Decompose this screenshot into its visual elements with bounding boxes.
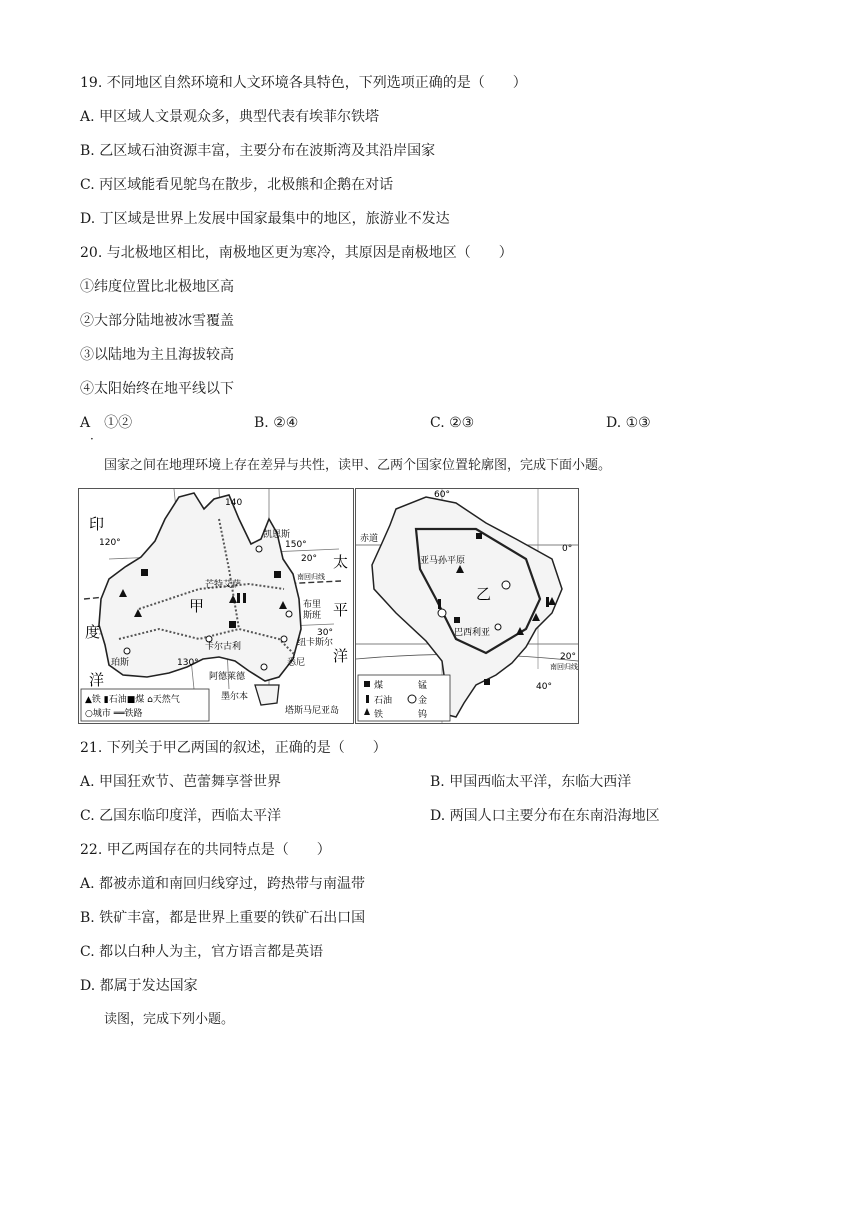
q22-stem: 22. 甲乙两国存在的共同特点是（ ） [80, 842, 331, 858]
legend-tungsten: 钨 [418, 710, 428, 720]
option-dot-mark: · [90, 432, 94, 446]
q21-stem: 21. 下列关于甲乙两国的叙述，正确的是（ ） [80, 740, 387, 756]
legend-row-2: ○城市 ══铁路 [85, 709, 143, 719]
q19-option-d: D. 丁区域是世界上发展中国家最集中的地区，旅游业不发达 [80, 211, 450, 227]
label-country-yi: 乙 [476, 585, 492, 603]
q20-option-a: A ①② [80, 415, 133, 431]
label-lat-20: 20° [560, 652, 576, 662]
label-kalgoorlie: 卡尔古利 [205, 642, 242, 652]
label-ocean-indian-2: 度 [85, 623, 101, 641]
q22-option-b: B. 铁矿丰富，都是世界上重要的铁矿石出口国 [80, 910, 366, 926]
q21-option-a: A. 甲国狂欢节、芭蕾舞享誉世界 [80, 774, 282, 790]
label-lon-120: 120° [99, 538, 121, 548]
legend-coal: 煤 [374, 681, 384, 691]
brazil-map-figure [356, 489, 578, 723]
label-ocean-pacific-1: 太 [333, 553, 349, 571]
q21-option-b: B. 甲国西临太平洋，东临大西洋 [430, 774, 632, 790]
section-intro: 读图，完成下列小题。 [104, 1012, 235, 1027]
legend-oil: 石油 [374, 696, 393, 706]
map-intro: 国家之间在地理环境上存在差异与共性，读甲、乙两个国家位置轮廓图，完成下面小题。 [104, 458, 612, 473]
q22-option-a: A. 都被赤道和南回归线穿过，跨热带与南温带 [80, 876, 366, 892]
label-amazon: 亚马孙平原 [420, 556, 466, 566]
q20-statement-2: ②大部分陆地被冰雪覆盖 [80, 313, 234, 329]
legend-row-1: ▲铁 ▮石油■煤 ⌂天然气 [85, 695, 180, 705]
q21-option-d: D. 两国人口主要分布在东南沿海地区 [430, 808, 660, 824]
label-lon-140: 140 [225, 498, 243, 508]
label-lon-130: 130° [177, 658, 199, 668]
label-brisbane-2: 斯班 [303, 611, 322, 621]
q19-option-a: A. 甲区域人文景观众多，典型代表有埃菲尔铁塔 [80, 109, 380, 125]
label-melbourne: 墨尔本 [221, 692, 249, 702]
label-lat-20: 20° [301, 554, 317, 564]
legend-gold: 金 [418, 696, 428, 706]
australia-map-figure [79, 489, 353, 723]
label-lon-60: 60° [434, 490, 450, 500]
q20-option-d: D. ①③ [606, 415, 651, 431]
label-perth: 珀斯 [111, 658, 130, 668]
label-cairns: 凯恩斯 [263, 530, 291, 540]
map-brazil [355, 488, 579, 724]
label-country-jia: 甲 [189, 597, 205, 615]
map-australia [78, 488, 354, 724]
q20-option-b: B. ②④ [254, 415, 299, 431]
label-brisbane-1: 布里 [303, 600, 322, 610]
q22-option-c: C. 都以白种人为主，官方语言都是英语 [80, 944, 324, 960]
q20-statement-4: ④太阳始终在地平线以下 [80, 381, 234, 397]
label-sydney: 悉尼 [287, 658, 306, 668]
label-tropic: 南回归线 [297, 573, 325, 581]
q20-statement-1: ①纬度位置比北极地区高 [80, 279, 234, 295]
label-adelaide: 阿德莱德 [209, 672, 246, 682]
label-tasmania: 塔斯马尼亚岛 [285, 706, 340, 716]
label-ocean-pacific-2: 平 [333, 601, 349, 619]
legend-manganese: 锰 [418, 681, 428, 691]
label-lon-40: 40° [536, 682, 552, 692]
label-ocean-pacific-3: 洋 [333, 647, 349, 665]
label-lat-0: 0° [562, 544, 573, 554]
label-ocean-indian-1: 印 [89, 515, 105, 533]
label-newcastle: 纽卡斯尔 [297, 638, 334, 648]
label-lat-30: 30° [317, 628, 333, 638]
legend-iron: 铁 [374, 710, 384, 720]
q20-stem: 20. 与北极地区相比，南极地区更为寒冷，其原因是南极地区（ ） [80, 245, 513, 261]
q19-option-b: B. 乙区域石油资源丰富，主要分布在波斯湾及其沿岸国家 [80, 143, 436, 159]
label-equator: 赤道 [360, 534, 379, 544]
label-brasilia: 巴西利亚 [454, 628, 491, 638]
q20-statement-3: ③以陆地为主且海拔较高 [80, 347, 234, 363]
label-tropic: 南回归线 [550, 663, 578, 671]
label-mount-isa: 芒特艾萨 [205, 580, 242, 590]
label-lon-150: 150° [285, 540, 307, 550]
q20-option-c: C. ②③ [430, 415, 475, 431]
q21-option-c: C. 乙国东临印度洋，西临太平洋 [80, 808, 282, 824]
q22-option-d: D. 都属于发达国家 [80, 978, 198, 994]
q19-option-c: C. 丙区域能看见鸵鸟在散步，北极熊和企鹅在对话 [80, 177, 394, 193]
q19-stem: 19. 不同地区自然环境和人文环境各具特色，下列选项正确的是（ ） [80, 75, 527, 91]
label-ocean-indian-3: 洋 [89, 671, 105, 689]
